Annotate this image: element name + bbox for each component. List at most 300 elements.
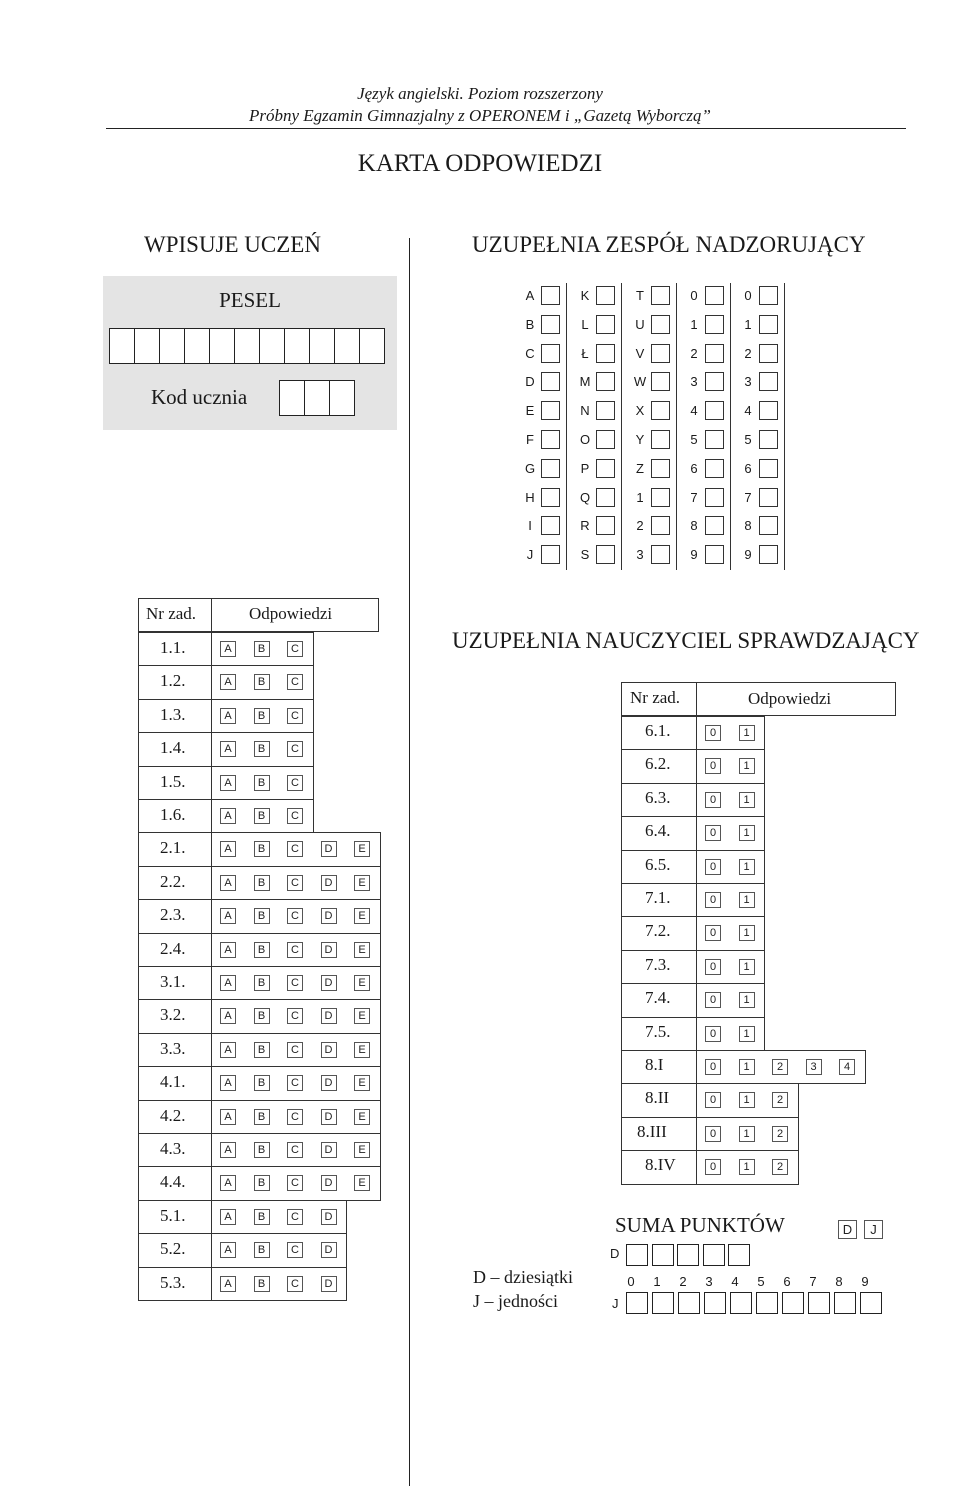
code-letter-label: 2 (636, 518, 644, 534)
answer-option-box[interactable]: C (287, 1142, 303, 1158)
code-column-rule (676, 283, 677, 570)
score-option-box[interactable]: 2 (772, 1159, 788, 1175)
teacher-task-cell (621, 816, 697, 850)
teacher-task-cell (621, 883, 697, 917)
answer-option-box[interactable]: D (321, 1276, 337, 1292)
answer-option-box[interactable]: E (354, 975, 370, 991)
score-units-box[interactable] (834, 1292, 856, 1314)
code-letter-label: C (525, 345, 535, 361)
score-option-box[interactable]: 1 (739, 892, 755, 908)
answers-task-number: 4.3. (160, 1139, 186, 1158)
teacher-task-number: 6.1. (645, 721, 671, 740)
code-checkbox[interactable] (596, 545, 615, 564)
code-checkbox[interactable] (705, 488, 724, 507)
code-letter-label: 5 (690, 432, 698, 447)
code-letter-label: 1 (690, 316, 698, 332)
code-checkbox[interactable] (651, 459, 670, 478)
score-d-chip: D (838, 1220, 857, 1239)
code-letter-label: 5 (744, 432, 752, 447)
column-divider (409, 238, 410, 1486)
answer-option-box[interactable]: A (220, 708, 236, 724)
score-option-box[interactable]: 0 (705, 825, 721, 841)
answer-option-box[interactable]: E (354, 1075, 370, 1091)
code-letter-label: Q (579, 489, 591, 505)
code-checkbox[interactable] (651, 401, 670, 420)
answer-option-box[interactable]: C (287, 1075, 303, 1091)
code-checkbox[interactable] (705, 315, 724, 334)
answer-option-box[interactable]: A (220, 1209, 236, 1225)
answers-task-cell (138, 832, 212, 866)
answer-option-box[interactable]: E (354, 1042, 370, 1058)
pesel-digit-box[interactable] (309, 328, 335, 364)
code-checkbox[interactable] (705, 516, 724, 535)
pesel-digit-box[interactable] (134, 328, 160, 364)
code-checkbox[interactable] (759, 286, 778, 305)
code-letter-label: U (635, 316, 645, 332)
score-option-box[interactable]: 0 (705, 792, 721, 808)
code-checkbox[interactable] (759, 315, 778, 334)
answer-option-box[interactable]: A (220, 775, 236, 791)
code-checkbox[interactable] (651, 315, 670, 334)
answer-option-box[interactable]: E (354, 942, 370, 958)
answer-option-box[interactable]: E (354, 1109, 370, 1125)
answer-option-box[interactable]: A (220, 942, 236, 958)
code-letter-label: 0 (690, 288, 698, 303)
code-checkbox[interactable] (596, 315, 615, 334)
answer-option-box[interactable]: E (354, 841, 370, 857)
answer-option-box[interactable]: A (220, 674, 236, 690)
answer-option-box[interactable]: D (321, 1075, 337, 1091)
answer-option-box[interactable]: D (321, 1242, 337, 1258)
code-checkbox[interactable] (759, 459, 778, 478)
teacher-task-number: 6.5. (645, 854, 671, 874)
answer-option-box[interactable]: A (220, 1276, 236, 1292)
answer-option-box[interactable]: C (287, 875, 303, 891)
answer-option-box[interactable]: C (287, 1209, 303, 1225)
code-checkbox[interactable] (541, 344, 560, 363)
answer-option-box[interactable]: B (254, 741, 270, 757)
answer-option-box[interactable]: D (321, 1109, 337, 1125)
answer-option-box[interactable]: B (254, 908, 270, 924)
code-letter-label: 2 (690, 345, 698, 361)
answer-option-box[interactable]: C (287, 841, 303, 857)
answers-task-cell (138, 1166, 212, 1200)
code-checkbox[interactable] (705, 430, 724, 449)
answer-option-box[interactable]: C (287, 641, 303, 657)
score-option-box[interactable]: 0 (705, 959, 721, 975)
student-code-box[interactable] (279, 380, 305, 416)
answers-task-number: 3.3. (160, 1038, 186, 1058)
code-letter-label: L (581, 316, 589, 332)
answer-option-box[interactable]: B (254, 1042, 270, 1058)
answer-option-box[interactable]: B (254, 775, 270, 791)
teacher-task-cell (621, 716, 697, 750)
answer-option-box[interactable]: D (321, 1008, 337, 1024)
answers-task-number: 4.4. (160, 1172, 186, 1192)
code-checkbox[interactable] (651, 344, 670, 363)
score-units-box[interactable] (704, 1292, 726, 1314)
answers-task-cell (138, 1100, 212, 1134)
code-letter-label: S (580, 547, 590, 563)
pesel-digit-box[interactable] (334, 328, 360, 364)
code-checkbox[interactable] (541, 516, 560, 535)
header-exam: Próbny Egzamin Gimnazjalny z OPERONEM i „Gazetą Wyborczą” (249, 106, 711, 125)
pesel-digit-box[interactable] (109, 328, 135, 364)
teacher-task-number: 7.2. (645, 921, 671, 941)
answers-task-cell (138, 966, 212, 1000)
score-digit-label: 5 (757, 1274, 765, 1289)
code-letter-label: 2 (744, 345, 752, 361)
answers-task-cell (138, 632, 212, 666)
score-option-box[interactable]: 2 (772, 1059, 788, 1075)
score-units-box[interactable] (756, 1292, 778, 1314)
answer-option-box[interactable]: E (354, 875, 370, 891)
score-units-box[interactable] (652, 1292, 674, 1314)
code-checkbox[interactable] (759, 545, 778, 564)
score-option-box[interactable]: 1 (739, 725, 755, 741)
answers-task-number: 5.3. (160, 1272, 186, 1292)
score-option-box[interactable]: 4 (839, 1059, 855, 1075)
teacher-task-header: Nr zad. (630, 688, 681, 707)
code-checkbox[interactable] (541, 372, 560, 391)
answer-option-box[interactable]: C (287, 908, 303, 924)
pesel-digit-box[interactable] (184, 328, 210, 364)
answers-task-number: 1.5. (160, 771, 186, 791)
page-title: KARTA ODPOWIEDZI (357, 150, 603, 177)
answer-option-box[interactable]: C (287, 1276, 303, 1292)
answer-option-box[interactable]: E (354, 1008, 370, 1024)
answer-option-box[interactable]: C (287, 942, 303, 958)
answer-option-box[interactable]: B (254, 1075, 270, 1091)
code-letter-label: Ł (581, 345, 589, 361)
answers-task-cell (138, 899, 212, 933)
legend-units: J – jedności (473, 1291, 558, 1311)
score-option-box[interactable]: 1 (739, 859, 755, 875)
score-units-box[interactable] (626, 1292, 648, 1314)
answer-option-box[interactable]: B (254, 641, 270, 657)
code-letter-label: J (526, 547, 534, 563)
answer-option-box[interactable]: C (287, 1008, 303, 1024)
score-option-box[interactable]: 0 (705, 1159, 721, 1175)
header-subject: Język angielski. Poziom rozszerzony (357, 84, 603, 103)
answer-option-box[interactable]: C (287, 1109, 303, 1125)
code-checkbox[interactable] (705, 545, 724, 564)
answer-option-box[interactable]: C (287, 975, 303, 991)
score-option-box[interactable]: 1 (739, 1092, 755, 1108)
code-checkbox[interactable] (651, 516, 670, 535)
answer-option-box[interactable]: B (254, 1109, 270, 1125)
answer-option-box[interactable]: C (287, 775, 303, 791)
score-option-box[interactable]: 0 (705, 725, 721, 741)
answer-option-box[interactable]: C (287, 674, 303, 690)
score-digit-label: 8 (835, 1274, 843, 1289)
score-option-box[interactable]: 1 (739, 992, 755, 1008)
code-letter-label: 6 (690, 460, 698, 476)
code-checkbox[interactable] (759, 488, 778, 507)
answer-option-box[interactable]: A (220, 1075, 236, 1091)
code-column-rule (730, 283, 731, 570)
code-letter-label: W (633, 374, 647, 390)
code-checkbox[interactable] (759, 516, 778, 535)
student-code-box[interactable] (329, 380, 355, 416)
score-j-chip: J (864, 1220, 883, 1239)
answer-option-box[interactable]: B (254, 1175, 270, 1191)
answers-task-cell (138, 732, 212, 766)
pesel-digit-box[interactable] (234, 328, 260, 364)
answers-options-header: Odpowiedzi (249, 604, 333, 623)
score-digit-label: 1 (653, 1274, 661, 1289)
code-checkbox[interactable] (596, 344, 615, 363)
code-checkbox[interactable] (759, 372, 778, 391)
pesel-digit-box[interactable] (359, 328, 385, 364)
code-letter-label: 3 (636, 547, 644, 563)
answer-option-box[interactable]: A (220, 1109, 236, 1125)
code-letter-label: 4 (744, 403, 752, 419)
teacher-task-number: 8.IV (645, 1155, 676, 1175)
code-checkbox[interactable] (541, 488, 560, 507)
score-option-box[interactable]: 0 (705, 1092, 721, 1108)
answers-task-cell (138, 933, 212, 967)
score-option-box[interactable]: 0 (705, 1026, 721, 1042)
score-j-label: J (612, 1296, 619, 1311)
answer-option-box[interactable]: A (220, 975, 236, 991)
answer-option-box[interactable]: D (321, 1142, 337, 1158)
score-option-box[interactable]: 0 (705, 992, 721, 1008)
student-id-panel (103, 276, 397, 430)
answers-col-task-header (138, 598, 212, 632)
answer-option-box[interactable]: B (254, 1276, 270, 1292)
answer-option-box[interactable]: A (220, 841, 236, 857)
score-option-box[interactable]: 1 (739, 925, 755, 941)
score-digit-label: 9 (861, 1274, 869, 1289)
teacher-task-number: 7.5. (645, 1021, 671, 1041)
answers-task-number: 3.1. (160, 972, 186, 991)
code-checkbox[interactable] (651, 372, 670, 391)
answer-option-box[interactable]: B (254, 708, 270, 724)
answer-option-box[interactable]: A (220, 1042, 236, 1058)
code-letter-label: 1 (636, 489, 644, 505)
answer-option-box[interactable]: D (321, 841, 337, 857)
answer-option-box[interactable]: C (287, 1242, 303, 1258)
score-option-box[interactable]: 2 (772, 1092, 788, 1108)
score-option-box[interactable]: 1 (739, 825, 755, 841)
code-checkbox[interactable] (759, 344, 778, 363)
score-option-box[interactable]: 0 (705, 892, 721, 908)
code-letter-label: 0 (744, 288, 752, 303)
teacher-task-cell (621, 1083, 697, 1117)
answer-option-box[interactable]: A (220, 641, 236, 657)
answer-option-box[interactable]: D (321, 875, 337, 891)
score-units-box[interactable] (730, 1292, 752, 1314)
answer-option-box[interactable]: B (254, 875, 270, 891)
answer-option-box[interactable]: C (287, 808, 303, 824)
answer-option-box[interactable]: D (321, 1042, 337, 1058)
answer-option-box[interactable]: A (220, 1008, 236, 1024)
code-column-rule (784, 283, 785, 570)
answers-col-answers-header (211, 598, 379, 632)
student-code-box[interactable] (304, 380, 330, 416)
code-checkbox[interactable] (596, 372, 615, 391)
code-letter-label: I (528, 518, 532, 534)
answer-option-box[interactable]: A (220, 1242, 236, 1258)
pesel-digit-box[interactable] (209, 328, 235, 364)
score-option-box[interactable]: 1 (739, 959, 755, 975)
score-option-box[interactable]: 0 (705, 859, 721, 875)
code-checkbox[interactable] (759, 401, 778, 420)
score-option-box[interactable]: 1 (739, 1159, 755, 1175)
score-option-box[interactable]: 0 (705, 1059, 721, 1075)
code-checkbox[interactable] (705, 372, 724, 391)
code-checkbox[interactable] (596, 459, 615, 478)
student-code-label: Kod ucznia (151, 385, 248, 409)
answer-option-box[interactable]: A (220, 908, 236, 924)
score-tens-box[interactable] (626, 1244, 648, 1266)
score-option-box[interactable]: 1 (739, 792, 755, 808)
answer-option-box[interactable]: A (220, 741, 236, 757)
score-d-label: D (610, 1246, 620, 1261)
answer-option-box[interactable]: C (287, 1175, 303, 1191)
score-option-box[interactable]: 0 (705, 758, 721, 774)
code-checkbox[interactable] (596, 286, 615, 305)
answers-task-number: 2.3. (160, 905, 186, 925)
code-checkbox[interactable] (541, 459, 560, 478)
code-letter-label: E (525, 403, 535, 419)
code-letter-label: X (635, 403, 645, 419)
pesel-digit-box[interactable] (284, 328, 310, 364)
code-checkbox[interactable] (541, 545, 560, 564)
score-units-box[interactable] (808, 1292, 830, 1314)
answer-option-box[interactable]: B (254, 1008, 270, 1024)
score-tens-box[interactable] (728, 1244, 750, 1266)
answer-option-box[interactable]: E (354, 1142, 370, 1158)
score-option-box[interactable]: 1 (739, 1126, 755, 1142)
code-letter-label: 8 (690, 518, 698, 534)
score-option-box[interactable]: 1 (739, 758, 755, 774)
answers-task-cell (138, 1200, 212, 1234)
score-units-box[interactable] (782, 1292, 804, 1314)
code-checkbox[interactable] (541, 430, 560, 449)
code-checkbox[interactable] (596, 516, 615, 535)
answer-option-box[interactable]: A (220, 1175, 236, 1191)
answer-option-box[interactable]: C (287, 741, 303, 757)
answers-task-cell (138, 999, 212, 1033)
answers-task-number: 1.1. (160, 638, 186, 657)
answer-option-box[interactable]: B (254, 942, 270, 958)
code-checkbox[interactable] (596, 401, 615, 420)
answer-option-box[interactable]: D (321, 1175, 337, 1191)
answers-task-number: 4.2. (160, 1105, 186, 1125)
answer-option-box[interactable]: A (220, 1142, 236, 1158)
score-tens-box[interactable] (677, 1244, 699, 1266)
answers-task-cell (138, 766, 212, 800)
answer-option-box[interactable]: D (321, 908, 337, 924)
pesel-digit-box[interactable] (159, 328, 185, 364)
teacher-task-number: 8.II (645, 1088, 670, 1108)
answer-option-box[interactable]: B (254, 808, 270, 824)
answer-option-box[interactable]: C (287, 708, 303, 724)
code-letter-label: 7 (690, 489, 698, 505)
score-option-box[interactable]: 2 (772, 1126, 788, 1142)
teacher-task-cell (621, 1150, 697, 1184)
score-option-box[interactable]: 1 (739, 1026, 755, 1042)
code-letter-label: F (526, 432, 534, 447)
code-checkbox[interactable] (705, 401, 724, 420)
score-option-box[interactable]: 1 (739, 1059, 755, 1075)
code-letter-label: M (579, 374, 591, 390)
code-checkbox[interactable] (541, 286, 560, 305)
answer-option-box[interactable]: D (321, 1209, 337, 1225)
code-checkbox[interactable] (541, 401, 560, 420)
answer-option-box[interactable]: E (354, 908, 370, 924)
code-letter-label: 9 (744, 547, 752, 563)
code-letter-label: 8 (744, 518, 752, 534)
teacher-task-number: 6.2. (645, 754, 671, 774)
score-title: SUMA PUNKTÓW (615, 1213, 785, 1237)
answer-option-box[interactable]: B (254, 975, 270, 991)
code-checkbox[interactable] (651, 545, 670, 564)
answer-option-box[interactable]: B (254, 1142, 270, 1158)
code-checkbox[interactable] (651, 286, 670, 305)
score-tens-box[interactable] (652, 1244, 674, 1266)
code-checkbox[interactable] (705, 459, 724, 478)
answer-option-box[interactable]: A (220, 808, 236, 824)
answer-option-box[interactable]: B (254, 841, 270, 857)
score-digit-label: 3 (705, 1274, 713, 1289)
code-checkbox[interactable] (651, 430, 670, 449)
code-letter-label: N (580, 403, 590, 419)
answer-option-box[interactable]: A (220, 875, 236, 891)
score-digit-label: 6 (783, 1274, 791, 1289)
teacher-task-number: 7.3. (645, 954, 671, 974)
code-checkbox[interactable] (759, 430, 778, 449)
score-units-box[interactable] (678, 1292, 700, 1314)
pesel-digit-box[interactable] (259, 328, 285, 364)
teacher-task-number: 8.I (645, 1055, 664, 1074)
answer-option-box[interactable]: D (321, 942, 337, 958)
score-option-box[interactable]: 0 (705, 925, 721, 941)
answer-option-box[interactable]: C (287, 1042, 303, 1058)
answer-option-box[interactable]: B (254, 674, 270, 690)
code-checkbox[interactable] (541, 315, 560, 334)
answer-option-box[interactable]: E (354, 1175, 370, 1191)
teacher-task-cell (621, 749, 697, 783)
teacher-task-cell (621, 1117, 697, 1151)
answer-option-box[interactable]: D (321, 975, 337, 991)
code-letter-label: T (636, 288, 644, 303)
score-option-box[interactable]: 3 (806, 1059, 822, 1075)
teacher-task-number: 8.III (637, 1121, 667, 1141)
code-letter-label: K (580, 288, 590, 303)
answer-option-box[interactable]: B (254, 1242, 270, 1258)
answers-task-cell (138, 699, 212, 733)
student-section-title: WPISUJE UCZEŃ (144, 232, 321, 257)
code-checkbox[interactable] (596, 488, 615, 507)
code-checkbox[interactable] (651, 488, 670, 507)
answers-task-number: 3.2. (160, 1005, 186, 1025)
score-option-box[interactable]: 0 (705, 1126, 721, 1142)
answers-task-cell (138, 866, 212, 900)
answer-option-box[interactable]: B (254, 1209, 270, 1225)
answers-task-number: 1.2. (160, 671, 186, 691)
code-checkbox[interactable] (705, 344, 724, 363)
score-tens-box[interactable] (703, 1244, 725, 1266)
score-units-box[interactable] (860, 1292, 882, 1314)
code-checkbox[interactable] (596, 430, 615, 449)
code-checkbox[interactable] (705, 286, 724, 305)
answers-task-number: 1.3. (160, 704, 186, 724)
teacher-section-title: UZUPEŁNIA NAUCZYCIEL SPRAWDZAJĄCY (452, 628, 920, 653)
answers-task-cell (138, 1233, 212, 1267)
